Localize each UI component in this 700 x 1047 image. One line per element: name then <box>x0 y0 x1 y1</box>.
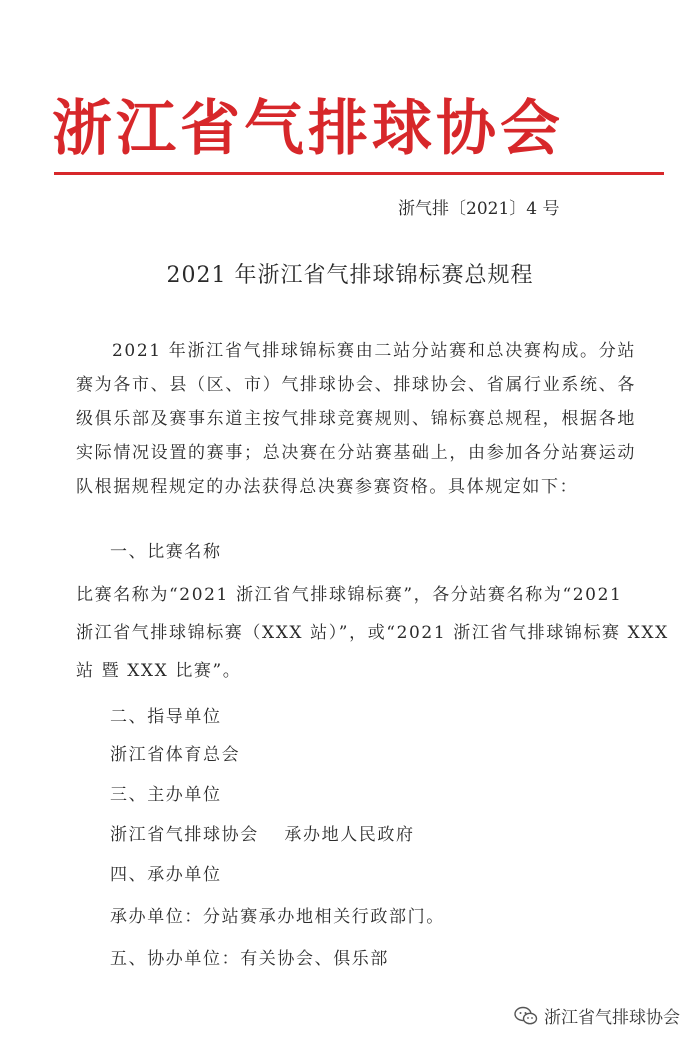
organizer-unit: 浙江省气排球协会 承办地人民政府 <box>110 825 415 845</box>
host-unit: 承办单位：分站赛承办地相关行政部门。 <box>110 907 445 927</box>
document-number: 浙气排〔2021〕4 号 <box>398 199 560 219</box>
wechat-icon <box>514 1006 538 1026</box>
document-title: 2021 年浙江省气排球锦标赛总规程 <box>166 263 534 288</box>
section-heading-match-name: 一、比赛名称 <box>110 542 222 562</box>
section-heading-co-organizer: 五、协办单位：有关协会、俱乐部 <box>110 949 389 969</box>
section-heading-organizer: 三、主办单位 <box>110 785 222 805</box>
guidance-unit: 浙江省体育总会 <box>110 745 241 765</box>
section-heading-guidance: 二、指导单位 <box>110 707 222 727</box>
wechat-watermark <box>514 1003 680 1028</box>
match-name-line-2: 浙江省气排球锦标赛（XXX 站）”，或“2021 浙江省气排球锦标赛 XXX <box>76 623 669 643</box>
wechat-account-name: 浙江省气排球协会 <box>544 1008 680 1028</box>
section-heading-host: 四、承办单位 <box>110 865 222 885</box>
intro-paragraph: 2021 年浙江省气排球锦标赛由二站分站赛和总决赛构成。分站赛为各市、县（区、市）气排球协会、排球协会、省属行业系统、各级俱乐部及赛事东道主按气排球竞赛规则、锦标赛总规程，根据各地实际情况设置的赛事；总决赛在分站赛基础上，由参加各分站赛运动队根据规程规定的办法获得总决赛参赛资格。具体规定如下： <box>76 341 636 497</box>
match-name-line-1: 比赛名称为“2021 浙江省气排球锦标赛”，各分站赛名称为“2021 <box>76 585 623 605</box>
match-name-line-3: 站 暨 XXX 比赛”。 <box>76 661 242 681</box>
letterhead-divider <box>54 172 664 175</box>
org-letterhead-title: 浙江省气排球协会 <box>52 94 564 164</box>
